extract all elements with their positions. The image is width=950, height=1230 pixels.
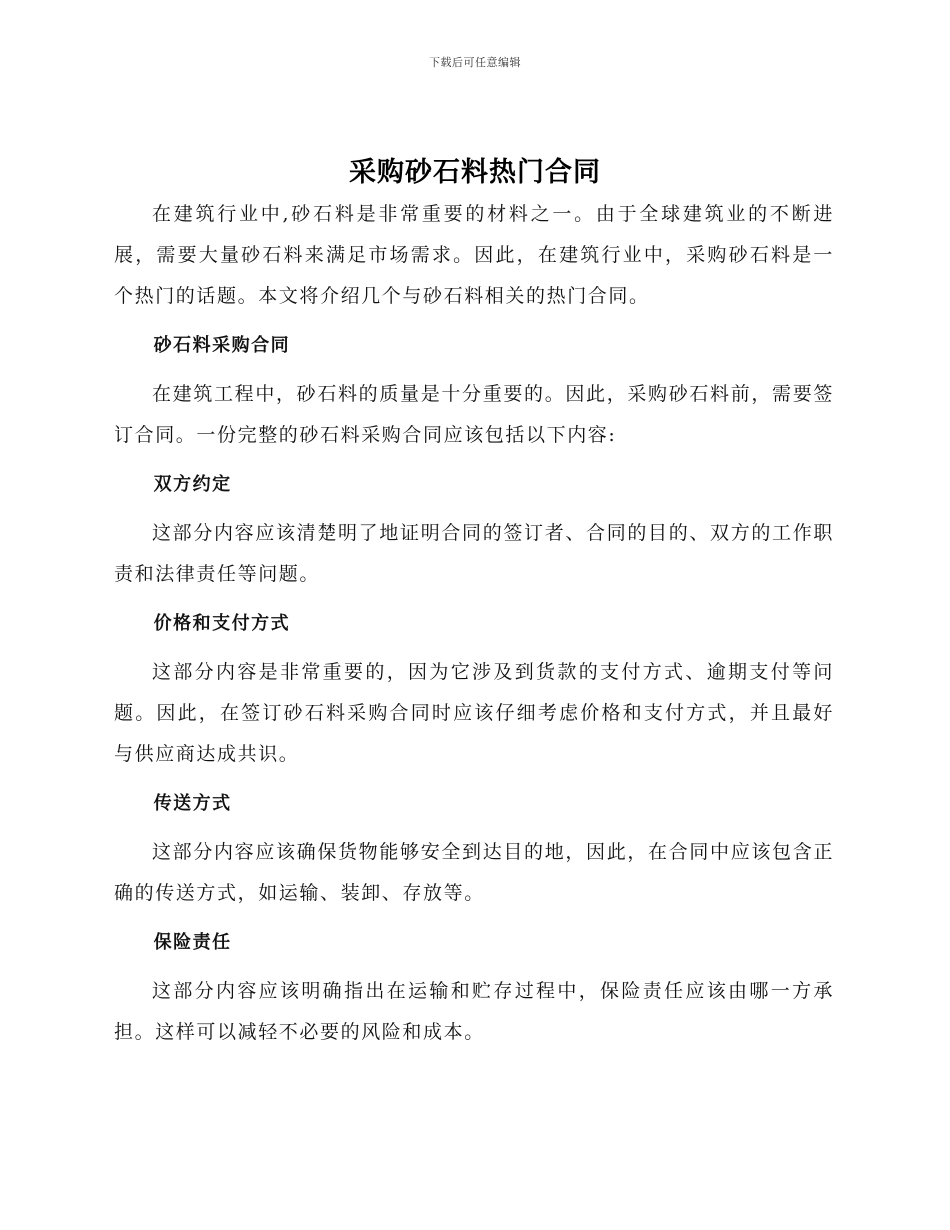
section-body-procurement-contract: 在建筑工程中，砂石料的质量是十分重要的。因此，采购砂石料前，需要签订合同。一份完整的砂石料采购合同应该包括以下内容: (114, 383, 834, 446)
document-body (114, 194, 834, 1053)
section-heading-insurance-liability: 保险责任 (153, 932, 232, 953)
section-body-insurance-liability: 这部分内容应该明确指出在运输和贮存过程中，保险责任应该由哪一方承担。这样可以减轻不必要的风险和成本。 (114, 980, 834, 1043)
section-heading-delivery-method: 传送方式 (153, 793, 232, 814)
intro-paragraph: 在建筑行业中,砂石料是非常重要的材料之一。由于全球建筑业的不断进展，需要大量砂石料来满足市场需求。因此，在建筑行业中，采购砂石料是一个热门的话题。本文将介绍几个与砂石料相关的热门合同。 (114, 203, 834, 307)
section-body-delivery-method: 这部分内容应该确保货物能够安全到达目的地，因此，在合同中应该包含正确的传送方式，如运输、装卸、存放等。 (114, 841, 834, 904)
section-heading-mutual-agreement: 双方约定 (153, 474, 232, 495)
section-body-price-payment: 这部分内容是非常重要的，因为它涉及到货款的支付方式、逾期支付等问题。因此，在签订砂石料采购合同时应该仔细考虑价格和支付方式，并且最好与供应商达成共识。 (114, 661, 834, 765)
section-body-mutual-agreement: 这部分内容应该清楚明了地证明合同的签订者、合同的目的、双方的工作职责和法律责任等问题。 (114, 522, 834, 585)
document-title: 采购砂石料热门合同 (349, 157, 601, 188)
page-header-note: 下载后可任意编辑 (429, 56, 521, 69)
section-heading-price-payment: 价格和支付方式 (153, 613, 291, 634)
section-heading-procurement-contract: 砂石料采购合同 (153, 335, 291, 356)
